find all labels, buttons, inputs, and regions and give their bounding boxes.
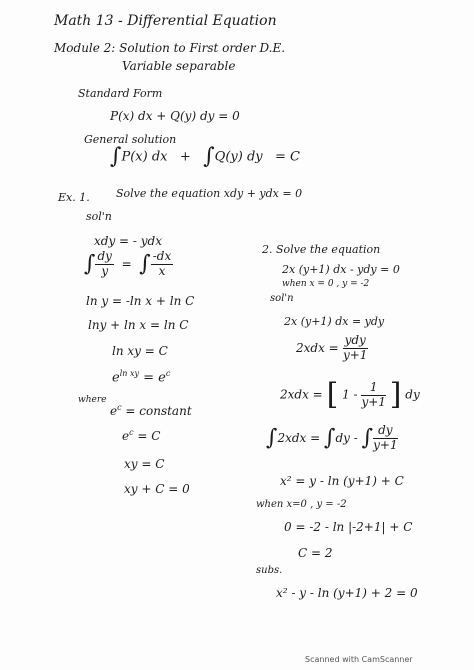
ex2-step-1: 2x (y+1) dx = ydy bbox=[284, 315, 385, 328]
ex1-step-6: $e^{ln xy} = e^c$ bbox=[112, 369, 171, 386]
fraction: $\frac{dy}{y+1}$ bbox=[373, 423, 398, 452]
integral-sign: ∫ bbox=[266, 425, 278, 451]
ex2-step-4: ∫2xdx = ∫dy - ∫ $\frac{dy}{y+1}$ bbox=[266, 423, 398, 452]
ex2-step-9: x² - y - ln (y+1) + 2 = 0 bbox=[276, 586, 418, 600]
fraction: $\frac{1}{y+1}$ bbox=[361, 379, 386, 409]
ex1-step-1: xdy = - ydx bbox=[94, 234, 163, 248]
ex2-step-2: 2xdx = $\frac{\text{ydy}}{y+1}$ bbox=[296, 333, 368, 362]
example-2-label: 2. Solve the equation bbox=[262, 243, 381, 256]
ex2-step-7: 0 = -2 - ln |-2+1| + C bbox=[284, 520, 413, 534]
ex2-step-6: when x=0 , y = -2 bbox=[256, 499, 347, 510]
example-2-soln-label: sol'n bbox=[270, 293, 294, 304]
integral-sign: ∫ bbox=[361, 425, 374, 451]
general-solution-equation bbox=[110, 146, 300, 168]
ex1-step-3: ln y = -ln x + ln C bbox=[86, 294, 195, 308]
where-label: where bbox=[78, 395, 107, 405]
ex1-step-10: xy + C = 0 bbox=[124, 482, 190, 496]
ex1-step-9: xy = C bbox=[124, 457, 165, 471]
ex2-step-5: x² = y - ln (y+1) + C bbox=[280, 474, 404, 488]
integral-sign: ∫ bbox=[324, 425, 336, 451]
integral-sign: ∫ bbox=[139, 251, 151, 277]
general-solution-heading: General solution bbox=[84, 133, 177, 146]
example-2-problem: 2x (y+1) dx - ydy = 0 bbox=[282, 263, 400, 276]
ex2-step-3: 2xdx = [ 1 - $\frac{1}{y+1}$ ] dy bbox=[280, 377, 420, 412]
fraction: $\frac{\text{ydy}}{y+1}$ bbox=[342, 333, 368, 362]
example-1-soln-label: sol'n bbox=[86, 210, 112, 223]
integral-sign: ∫ bbox=[84, 251, 96, 277]
scanner-watermark: Scanned with CamScanner bbox=[305, 655, 413, 664]
ex1-step-2: ∫ $\frac{dy}{y}$ = ∫ $\frac{-dx}{x}$ bbox=[84, 249, 172, 278]
subs-label: subs. bbox=[256, 565, 283, 576]
plus-sign: + bbox=[179, 149, 191, 165]
standard-form-equation: P(x) dx + Q(y) dy = 0 bbox=[110, 109, 240, 123]
example-2-condition: when x = 0 , y = -2 bbox=[282, 279, 370, 289]
ex2-step-8: C = 2 bbox=[298, 546, 333, 560]
integral-sign: ∫ bbox=[203, 144, 215, 169]
integral-term-2: Q(y) dy bbox=[214, 149, 263, 165]
ex1-step-7: $e^c$ = constant bbox=[110, 403, 192, 418]
equation-rhs: = C bbox=[275, 149, 301, 165]
standard-form-heading: Standard Form bbox=[78, 87, 163, 100]
ex1-step-5: ln xy = C bbox=[112, 344, 168, 358]
module-title: Module 2: Solution to First order D.E. bbox=[54, 41, 286, 55]
ex1-step-8: $e^c = C$ bbox=[122, 428, 161, 443]
module-subtitle: Variable separable bbox=[122, 59, 236, 73]
integral-term-1: P(x) dx bbox=[121, 149, 168, 165]
example-1-label: Ex. 1. bbox=[58, 191, 90, 204]
fraction: $\frac{dy}{y}$ bbox=[97, 249, 112, 278]
ex1-step-4: lny + ln x = ln C bbox=[88, 318, 189, 332]
fraction: $\frac{-dx}{x}$ bbox=[152, 249, 172, 278]
integral-sign: ∫ bbox=[110, 144, 122, 169]
example-1-problem: Solve the equation xdy + ydx = 0 bbox=[116, 187, 303, 200]
page-title: Math 13 - Differential Equation bbox=[54, 13, 277, 29]
